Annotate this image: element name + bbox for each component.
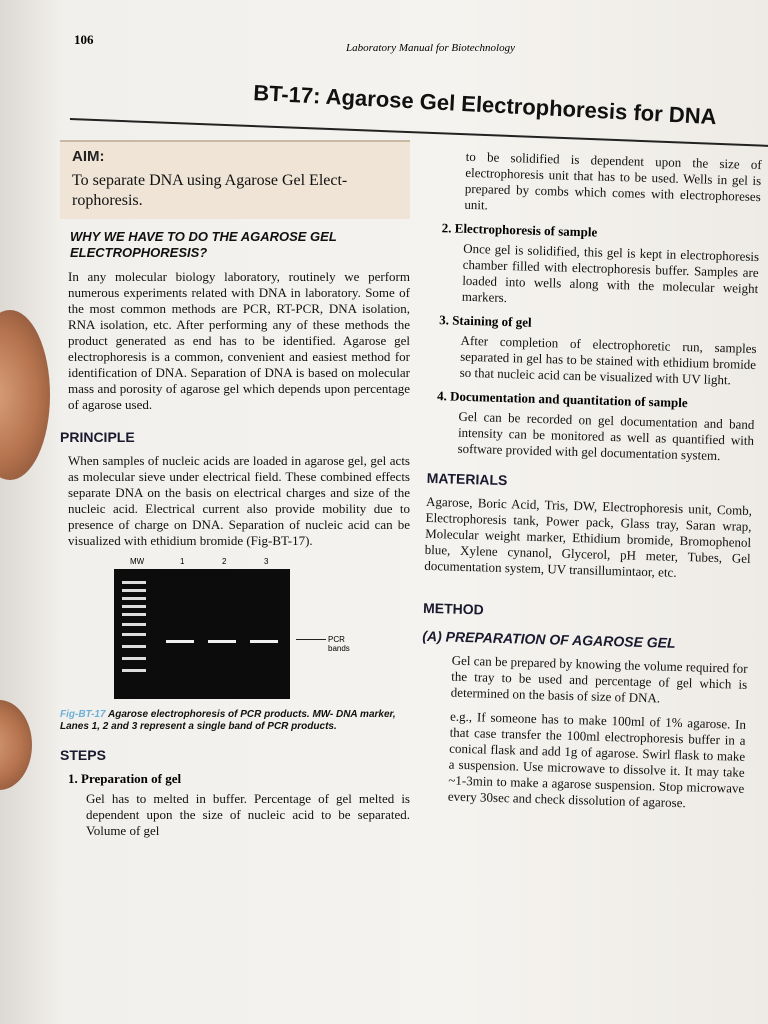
marker-band — [122, 613, 146, 616]
pcr-arrow — [296, 639, 326, 640]
figure-label: Fig-BT-17 — [60, 709, 106, 720]
thumb-bottom — [0, 700, 32, 790]
figure-caption-text: Agarose electrophoresis of PCR products. MW- DNA marker, Lanes 1, 2 and 3 represent a single band of PCR products. — [60, 709, 396, 732]
lane-label-mw: MW — [130, 557, 145, 566]
principle-text: When samples of nucleic acids are loaded in agarose gel, gel acts as molecular sieve under electrical field. These combined effects separate DNA on the basis on electrical charges and size of the nucleic acid. Electrical current also provide mobility due to presence of charge on DNA. Separation of nucleic acid can be visualized with ethidium bromide (Fig-BT-17). — [68, 453, 410, 548]
step-2-title: 2. Electrophoresis of sample — [441, 220, 598, 240]
step-3-text: After completion of electrophoretic run, samples separated in gel has to be stained with ethidium bromide so that nucleic acid can be visualized with UV light. — [459, 332, 757, 388]
marker-band — [122, 657, 146, 660]
marker-band — [122, 581, 146, 584]
lane-label-1: 1 — [180, 557, 185, 566]
gel-figure — [60, 555, 404, 733]
principle-heading: PRINCIPLE — [60, 429, 135, 445]
pcr-band-lane-1 — [166, 640, 194, 643]
aim-text: To separate DNA using Agarose Gel Elect-rophoresis. — [72, 172, 348, 209]
figure-caption — [60, 709, 404, 733]
step-4-title: 4. Documentation and quantitation of sample — [436, 388, 688, 411]
marker-band — [122, 597, 146, 600]
marker-band — [122, 589, 146, 592]
step-4-text: Gel can be recorded on gel documentation and band intensity can be monitored as well as quantified with software provided with gel documentation system. — [457, 408, 755, 464]
thumb-top — [0, 310, 50, 480]
step-3-title: 3. Staining of gel — [438, 312, 532, 330]
running-head: Laboratory Manual for Biotechnology — [346, 42, 515, 54]
method-para-2: e.g., If someone has to make 100ml of 1% agarose. In that case transfer the 100ml electrophoresis buffer in a conical flask and add 1g of agarose. Swirl flask to make a suspension. Use microwave to dissolve it. It may take ~1-3min to make a agarose suspension. Stop microwave every 30sec and check dissolution of agarose. — [447, 708, 747, 811]
aim-box — [60, 140, 410, 219]
materials-heading: MATERIALS — [426, 469, 508, 489]
page-number: 106 — [74, 32, 94, 47]
lane-labels — [104, 555, 404, 569]
chapter-title: BT-17: Agarose Gel Electrophoresis for DNA — [252, 80, 718, 130]
lane-label-2: 2 — [222, 557, 227, 566]
marker-band — [122, 605, 146, 608]
marker-band — [122, 623, 146, 626]
materials-text: Agarose, Boric Acid, Tris, DW, Electrophoresis unit, Comb, Electrophoresis tank, Power pack, Glass tray, Saran wrap, Molecular weight marker, Ethidium bromide, Bromophenol blue, Xylene cynanol, Glycerol, pH meter, Tubes, Gel documentation system, UV transillumintaor, etc. — [424, 493, 753, 580]
right-column — [418, 148, 762, 813]
gel-image — [114, 569, 350, 699]
steps-heading: STEPS — [60, 747, 106, 763]
continued-text: to be solidified is dependent upon the size of electrophoresis unit that has to be used. Wells in gel is prepared by combs which comes with electrophoreses unit. — [464, 148, 762, 213]
pcr-band-lane-3 — [250, 640, 278, 643]
method-heading: METHOD — [422, 599, 485, 618]
method-sub-heading: (A) PREPARATION OF AGAROSE GEL — [422, 627, 676, 651]
why-text: In any molecular biology laboratory, routinely we perform numerous experiments related with DNA in laboratory. Some of the most common methods are PCR, RT-PCR, DNA isolation, RNA isolation, etc. After performing any of these methods the product generated as end has to be identified. Agarose gel electrophoresis is a common, convenient and easiest method for identification of DNA. Separation of DNA is based on molecular mass and porosity of agarose gel which depends upon percentage of agarose used. — [68, 269, 410, 412]
method-para-1: Gel can be prepared by knowing the volume required for the tray to be used and percentage of gel which is determined on the basis of size of DNA. — [450, 652, 748, 706]
marker-band — [122, 669, 146, 672]
step-1-title: 1. Preparation of gel — [68, 771, 182, 786]
marker-band — [122, 645, 146, 648]
step-1-text: Gel has to melted in buffer. Percentage of gel melted is dependent upon the size of nucleic acid to be separated. Volume of gel — [86, 791, 410, 838]
aim-label: AIM: — [72, 148, 105, 165]
step-2-text: Once gel is solidified, this gel is kept in electrophoresis chamber filled with electrophoresis buffer. Samples are loaded into wells along with the molecular weight markers. — [461, 240, 760, 306]
pcr-band-label: PCR bands — [328, 635, 350, 653]
left-column — [60, 140, 410, 839]
why-heading: WHY WE HAVE TO DO THE AGAROSE GEL ELECTROPHORESIS? — [70, 229, 337, 260]
pcr-band-lane-2 — [208, 640, 236, 643]
marker-band — [122, 633, 146, 636]
lane-label-3: 3 — [264, 557, 269, 566]
